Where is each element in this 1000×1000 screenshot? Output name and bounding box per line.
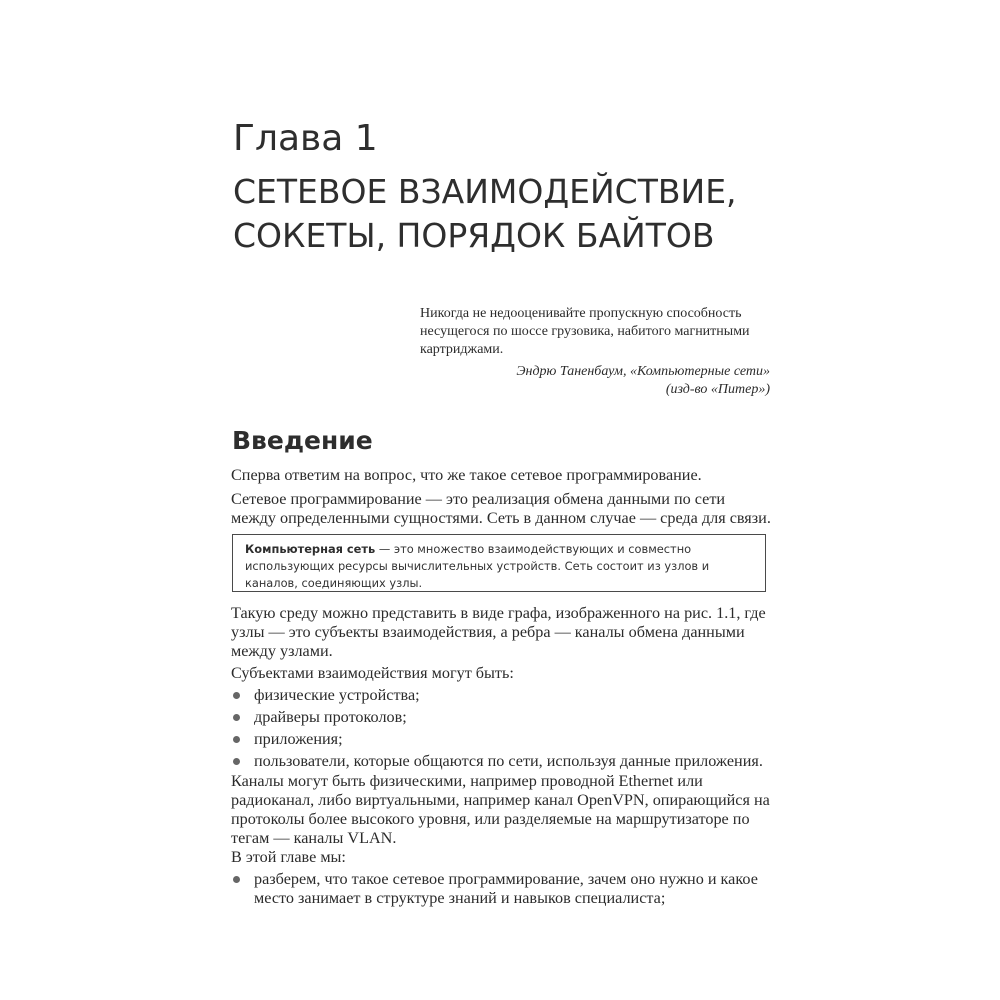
definition-text: — это множество взаимодействующих и совместно использующих ресурсы вычислительных устройств. Сеть состоит из узлов и каналов, соединяющих узлы. <box>245 542 710 590</box>
epigraph <box>420 305 770 399</box>
definition-term: Компьютерная сеть <box>245 542 376 556</box>
epigraph-line-3: картриджами. <box>420 342 504 357</box>
paragraph-entities-intro: Субъектами взаимодействия могут быть: <box>231 664 514 682</box>
list-item: разберем, что такое сетевое программирование, зачем оно нужно и какое место занимает в структуре знаний и навыков специалиста; <box>231 870 776 908</box>
bullet-icon <box>233 876 240 883</box>
section-heading: Введение <box>232 426 373 455</box>
bullet-icon <box>233 758 240 765</box>
chapter-goals-list <box>231 870 776 911</box>
paragraph-graph-description: Такую среду можно представить в виде графа, изображенного на рис. 1.1, где узлы — это субъекты взаимодействия, а ребра — каналы обмена данными между узлами. <box>231 604 766 660</box>
list-item: физические устройства; <box>231 686 776 705</box>
bullet-icon <box>233 692 240 699</box>
paragraph-chapter-goals-intro: В этой главе мы: <box>231 848 346 866</box>
entities-list <box>231 686 776 774</box>
paragraph-intro-question: Сперва ответим на вопрос, что же такое сетевое программирование. <box>231 466 702 484</box>
definition-box <box>232 534 766 592</box>
chapter-title-line-1: СЕТЕВОЕ ВЗАИМОДЕЙСТВИЕ, <box>233 172 737 211</box>
chapter-label: Глава 1 <box>233 118 378 159</box>
paragraph-network-programming-definition: Сетевое программирование — это реализация обмена данными по сети между определенными сущностями. Сеть в данном случае — среда для связи. <box>231 490 771 527</box>
epigraph-line-2: несущегося по шоссе грузовика, набитого магнитными <box>420 324 750 339</box>
bullet-icon <box>233 714 240 721</box>
chapter-title-line-2: СОКЕТЫ, ПОРЯДОК БАЙТОВ <box>233 216 715 255</box>
paragraph-channels: Каналы могут быть физическими, например проводной Ethernet или радиоканал, либо виртуальными, например канал OpenVPN, опирающийся на протоколы более высокого уровня, или разделяемые на маршрутизаторе по тегам — каналы VLAN. <box>231 772 770 847</box>
epigraph-attribution-2: (изд-во «Питер») <box>665 382 770 397</box>
epigraph-line-1: Никогда не недооценивайте пропускную способность <box>420 306 742 321</box>
epigraph-attribution-1: Эндрю Таненбаум, «Компьютерные сети» <box>516 364 770 379</box>
list-item: пользователи, которые общаются по сети, используя данные приложения. <box>231 752 776 771</box>
list-item: драйверы протоколов; <box>231 708 776 727</box>
bullet-icon <box>233 736 240 743</box>
chapter-title <box>233 170 793 258</box>
list-item: приложения; <box>231 730 776 749</box>
